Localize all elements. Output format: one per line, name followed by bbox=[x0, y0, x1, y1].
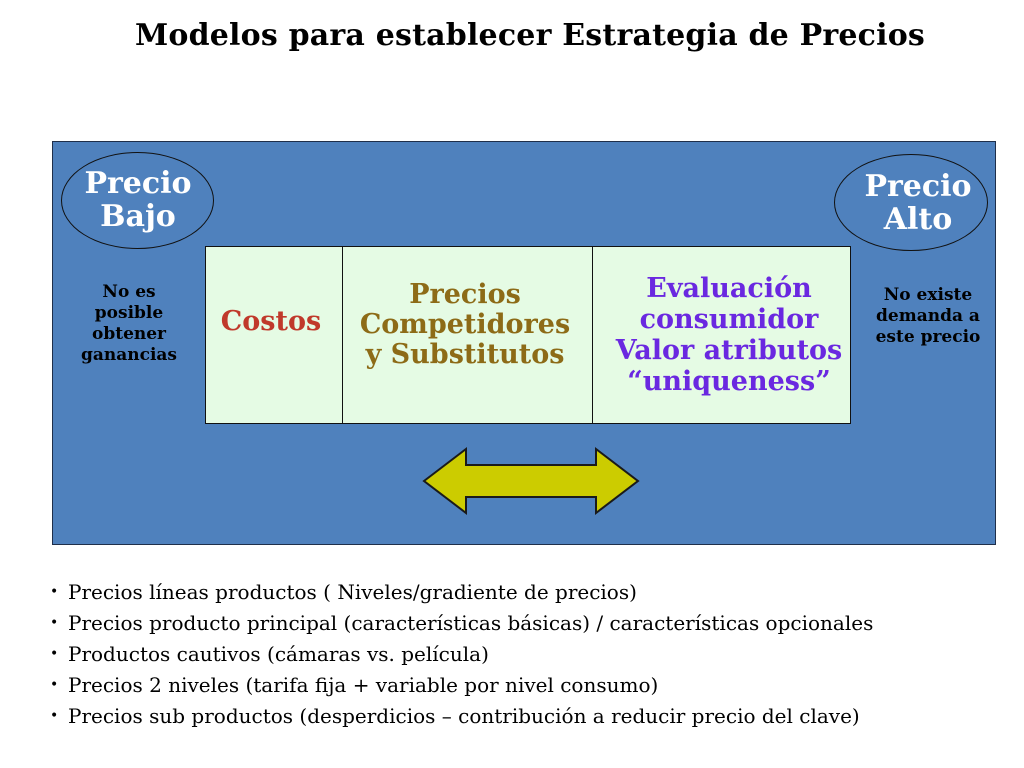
left-note-line: ganancias bbox=[80, 345, 178, 365]
costs-label: Costos bbox=[220, 306, 322, 337]
left-note-line: No es bbox=[102, 282, 156, 302]
competitors-line: y Substitutos bbox=[365, 339, 565, 370]
bullet-text: Precios 2 niveles (tarifa fija + variable por nivel consumo) bbox=[68, 673, 659, 697]
bullet-text: Precios producto principal (características básicas) / características opcionales bbox=[68, 611, 874, 635]
competitors-label bbox=[345, 280, 585, 370]
bullet-item bbox=[50, 670, 1020, 701]
bullet-text: Precios sub productos (desperdicios – contribución a reducir precio del clave) bbox=[68, 704, 860, 728]
evaluation-line: “uniqueness” bbox=[627, 366, 831, 397]
competitors-line: Precios bbox=[409, 279, 521, 310]
low-price-line1: Precio bbox=[84, 166, 192, 201]
bullet-item bbox=[50, 577, 1020, 608]
competitors-line: Competidores bbox=[359, 309, 571, 340]
bullet-dot-icon: • bbox=[50, 677, 59, 693]
bullet-dot-icon: • bbox=[50, 708, 59, 724]
low-price-label bbox=[60, 167, 216, 233]
evaluation-line: Evaluación bbox=[646, 273, 812, 304]
right-note-line: este precio bbox=[875, 327, 981, 347]
left-note-line: obtener bbox=[91, 324, 167, 344]
right-note-line: No existe bbox=[883, 285, 973, 305]
high-price-label bbox=[835, 170, 1001, 236]
bullet-item bbox=[50, 701, 1020, 732]
bullet-item bbox=[50, 639, 1020, 670]
slide-title: Modelos para establecer Estrategia de Precios bbox=[134, 18, 926, 53]
bullet-list bbox=[50, 577, 1020, 732]
bullet-dot-icon: • bbox=[50, 646, 59, 662]
low-price-line2: Bajo bbox=[100, 199, 176, 234]
high-price-line1: Precio bbox=[864, 169, 972, 204]
arrow-shape bbox=[424, 449, 638, 513]
evaluation-label bbox=[598, 273, 860, 397]
evaluation-line: consumidor bbox=[639, 304, 819, 335]
bullet-dot-icon: • bbox=[50, 584, 59, 600]
bullet-text: Precios líneas productos ( Niveles/gradiente de precios) bbox=[68, 580, 637, 604]
high-price-line2: Alto bbox=[883, 202, 953, 237]
bullet-text: Productos cautivos (cámaras vs. película) bbox=[68, 642, 489, 666]
left-note bbox=[60, 282, 198, 366]
bullet-dot-icon: • bbox=[50, 615, 59, 631]
double-headed-arrow-icon bbox=[420, 445, 646, 517]
left-note-line: posible bbox=[94, 303, 164, 323]
bullet-item bbox=[50, 608, 1020, 639]
right-note bbox=[856, 285, 1000, 348]
right-note-line: demanda a bbox=[876, 306, 980, 326]
evaluation-line: Valor atributos bbox=[615, 335, 843, 366]
